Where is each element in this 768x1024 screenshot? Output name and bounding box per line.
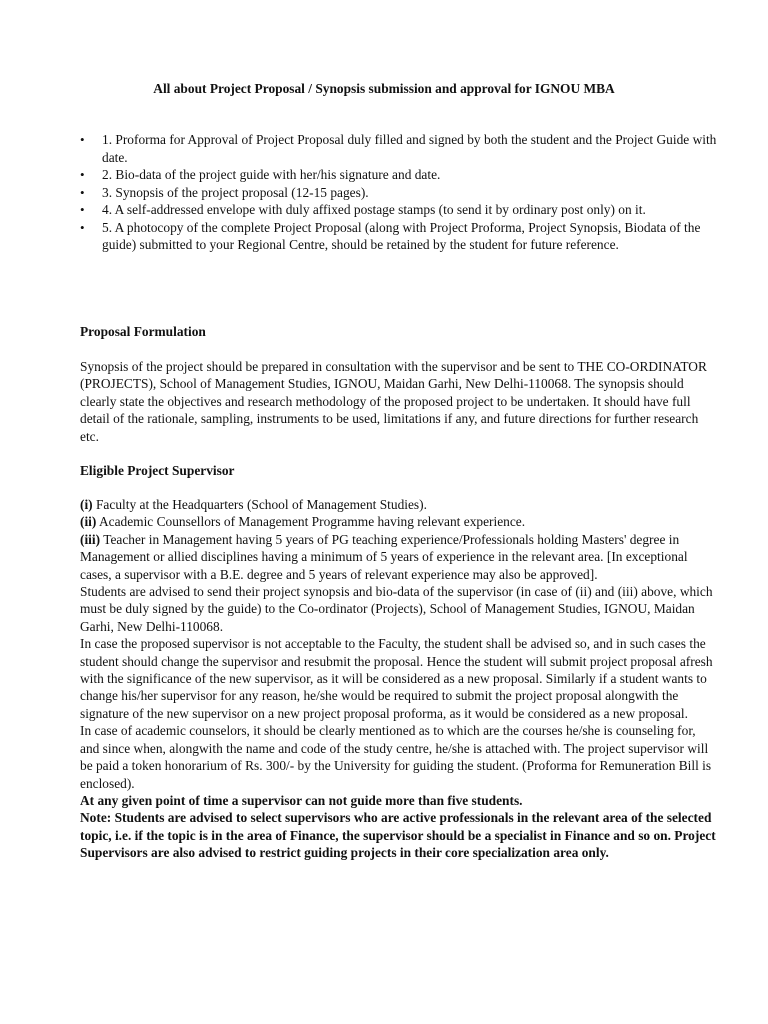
list-item-text: 1. Proforma for Approval of Project Proposal duly filled and signed by both the student and the Project Guide with date. bbox=[102, 132, 717, 165]
body-paragraph: Students are advised to send their project synopsis and bio-data of the supervisor (in case of (ii) and (iii) above, which must be duly signed by the guide) to the Co-ordinator (Projects), School of Management Studies, IGNOU, Maidan Garhi, New Delhi-110068. bbox=[80, 584, 713, 634]
proposal-text: Synopsis of the project should be prepared in consultation with the supervisor and be sent to THE CO-ORDINATOR (PROJECTS), School of Management Studies, IGNOU, Maidan Garhi, New Delhi-110068. The synopsis should clearly state the objectives and research methodology of the proposed project to be undertaken. It should have full detail of the rationale, sampling, instruments to be used, limitations if any, and future directions for further research etc. bbox=[80, 359, 707, 444]
criteria-text: Teacher in Management having 5 years of PG teaching experience/Professionals holding Masters' degree in Management or allied disciplines having a minimum of 5 years of experience in the relevant area. [In exceptional cases, a supervisor with a B.E. degree and 5 years of relevant experience may also be approved]. bbox=[80, 531, 688, 582]
requirements-list bbox=[80, 131, 720, 254]
supervisor-heading: Eligible Project Supervisor bbox=[80, 463, 235, 478]
criteria-item bbox=[80, 513, 716, 530]
bullet-icon: • bbox=[80, 219, 85, 235]
bullet-icon: • bbox=[80, 184, 85, 200]
list-item-text: 2. Bio-data of the project guide with her/his signature and date. bbox=[102, 167, 441, 182]
criteria-text: Faculty at the Headquarters (School of Management Studies). bbox=[92, 497, 427, 512]
list-item bbox=[80, 184, 720, 202]
list-item bbox=[80, 219, 720, 254]
list-item-text: 5. A photocopy of the complete Project Proposal (along with Project Proforma, Project Synopsis, Biodata of the guide) submitted to your Regional Centre, should be retained by the student for future reference. bbox=[102, 219, 701, 252]
body-paragraph: In case of academic counselors, it should be clearly mentioned as to which are the courses he/she is counseling for, and since when, alongwith the name and code of the study centre, he/she is attached with. The project supervisor will be paid a token honorarium of Rs. 300/- by the University for guiding the student. (Proforma for Remuneration Bill is enclosed). bbox=[80, 723, 712, 791]
page-title: All about Project Proposal / Synopsis submission and approval for IGNOU MBA bbox=[153, 81, 615, 96]
body-paragraph: In case the proposed supervisor is not acceptable to the Faculty, the student shall be advised so, and in such cases the student should change the supervisor and resubmit the proposal. Hence the student will submit project proposal afresh with the significance of the new supervisor, as it will be considered as a new proposal. Similarly if a student wants to change his/her supervisor for any reason, he/she would be required to submit the project proposal alongwith the signature of the new supervisor on a new project proposal proforma, as it would be considered as a new proposal. bbox=[80, 636, 713, 721]
supervisor-body bbox=[80, 496, 716, 862]
list-item bbox=[80, 131, 720, 166]
list-item bbox=[80, 166, 720, 184]
list-item-text: 4. A self-addressed envelope with duly affixed postage stamps (to send it by ordinary post only) on it. bbox=[102, 202, 646, 217]
bullet-icon: • bbox=[80, 132, 85, 147]
criteria-marker: (iii) bbox=[80, 531, 101, 547]
criteria-marker: (ii) bbox=[80, 514, 97, 530]
bold-note: Note: Students are advised to select supervisors who are active professionals in the relevant area of the selected topic, i.e. if the topic is in the area of Finance, the supervisor should be a specialist in Finance and so on. Project Supervisors are also advised to restrict guiding projects in their core specialization area only. bbox=[80, 810, 716, 861]
criteria-text: Academic Counsellors of Management Programme having relevant experience. bbox=[96, 514, 526, 530]
criteria-item bbox=[80, 531, 716, 583]
proposal-heading: Proposal Formulation bbox=[80, 324, 206, 339]
bullet-icon: • bbox=[80, 202, 85, 217]
criteria-marker: (i) bbox=[80, 497, 93, 512]
bullet-icon: • bbox=[80, 167, 85, 182]
bold-note: At any given point of time a supervisor can not guide more than five students. bbox=[80, 792, 523, 808]
proposal-paragraph bbox=[80, 358, 716, 445]
list-item-text: 3. Synopsis of the project proposal (12-15 pages). bbox=[102, 184, 369, 200]
criteria-item bbox=[80, 496, 716, 513]
list-item bbox=[80, 201, 720, 219]
